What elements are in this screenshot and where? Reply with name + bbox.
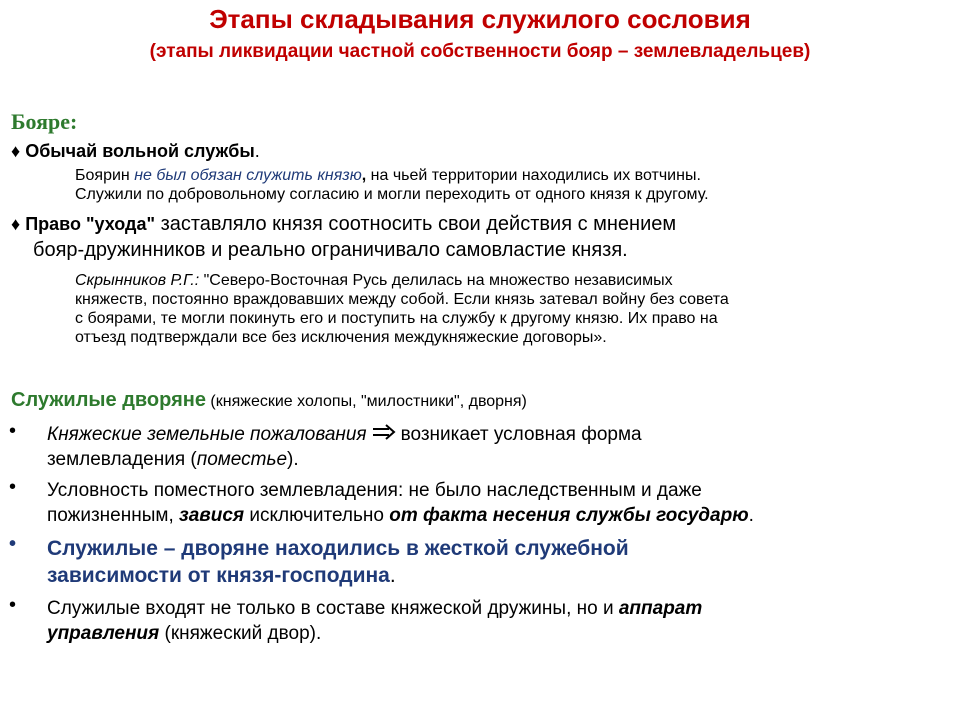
bullet-1-italic-b: поместье <box>196 449 288 471</box>
sluzhilye-heading-line <box>11 389 527 412</box>
quote-text-1: "Северо-Восточная Русь делилась на множество независимых <box>199 272 673 289</box>
para-comma: , <box>361 167 367 184</box>
para-lead: Боярин <box>75 167 135 184</box>
quote-line-2: княжеств, постоянно враждовавших между собой. Если князь затевал войну без совета <box>75 291 729 308</box>
para-rest: на чьей территории находились их вотчины. <box>366 167 701 184</box>
bullet-1 <box>47 422 642 472</box>
bullet-4-bold-b: аппарат <box>618 598 703 619</box>
bullet-3-text: зависимости от князя-господина <box>47 564 390 587</box>
slide-subtitle: (этапы ликвидации частной собственности бояр – землевладельцев) <box>149 41 811 62</box>
bullet-2-bold-d: от факта несения службы государю <box>389 505 749 526</box>
bullet-4-line-1 <box>47 596 702 621</box>
bullet-2-text-a: пожизненным, <box>47 505 179 526</box>
quote-line-3: с боярами, те могли покинуть его и поступить на службу к другому князю. Их право на <box>75 310 718 327</box>
item-dot: . <box>254 141 260 161</box>
bullet-4-bold-c: управления <box>47 623 160 644</box>
bullet-marker: • <box>9 420 17 442</box>
item2-line-1 <box>11 211 676 237</box>
bullet-1-line-1 <box>47 422 642 447</box>
bullet-1-rest: возникает условная форма <box>400 424 642 445</box>
boyare-heading: Бояре: <box>11 109 78 134</box>
bullet-1-italic: Княжеские земельные пожалования <box>47 424 367 445</box>
item-volnaya-sluzhba <box>11 141 260 162</box>
bullet-2 <box>47 478 754 528</box>
sluzhilye-subheading: (княжеские холопы, "милостники", дворня) <box>205 393 527 410</box>
bullet-4-text-d: (княжеский двор). <box>159 623 322 644</box>
bullet-4 <box>47 596 702 646</box>
bullet-1-text-c: ). <box>287 449 299 471</box>
bullet-2-text-c: исключительно <box>244 505 390 526</box>
boyare-paragraph <box>75 166 709 204</box>
item-pravo-uhoda <box>11 211 676 263</box>
bullet-3-line-1: Служилые – дворяне находились в жесткой служебной <box>47 537 629 560</box>
skrynnikov-quote <box>75 271 729 347</box>
bullet-2-text-e: . <box>748 505 754 526</box>
quote-author: Скрынников Р.Г.: <box>75 272 200 289</box>
item2-label: Право "ухода" <box>25 214 156 234</box>
quote-line-1 <box>75 271 729 290</box>
bullet-3-line-2 <box>47 562 629 589</box>
bullet-marker: • <box>9 594 17 616</box>
item2-line-2: бояр-дружинников и реально ограничивало самовластие князя. <box>33 239 628 261</box>
para-line-2: Служили по добровольному согласию и могли переходить от одного князя к другому. <box>75 186 709 203</box>
bullet-4-line-2 <box>47 621 702 646</box>
bullet-2-bold-b: завися <box>179 505 245 526</box>
bullet-4-text-a: Служилые входят не только в составе княжеской дружины, но и <box>47 598 619 619</box>
bullet-1-text-a: землевладения ( <box>47 449 197 471</box>
double-right-arrow-icon <box>371 422 397 447</box>
diamond-marker: ♦ <box>11 214 26 234</box>
bullet-2-line-1: Условность поместного землевладения: не было наследственным и даже <box>47 480 702 501</box>
slide-title: Этапы складывания служилого сословия <box>209 4 751 34</box>
bullet-3-dot: . <box>389 564 396 587</box>
para-line-1 <box>75 166 709 185</box>
bullet-2-line-2 <box>47 503 754 528</box>
quote-line-4: отъезд подтверждали все без исключения междукняжеские договоры». <box>75 329 607 346</box>
bullet-marker: • <box>9 533 17 555</box>
item-label: Обычай вольной службы <box>25 141 255 161</box>
para-italic: не был обязан служить князю <box>134 167 362 184</box>
bullet-marker: • <box>9 476 17 498</box>
sluzhilye-heading: Служилые дворяне <box>11 389 206 411</box>
bullet-1-line-2 <box>47 447 642 472</box>
bullet-3 <box>47 535 629 589</box>
item2-rest: заставляло князя соотносить свои действия с мнением <box>155 213 677 235</box>
diamond-marker: ♦ <box>11 141 26 161</box>
